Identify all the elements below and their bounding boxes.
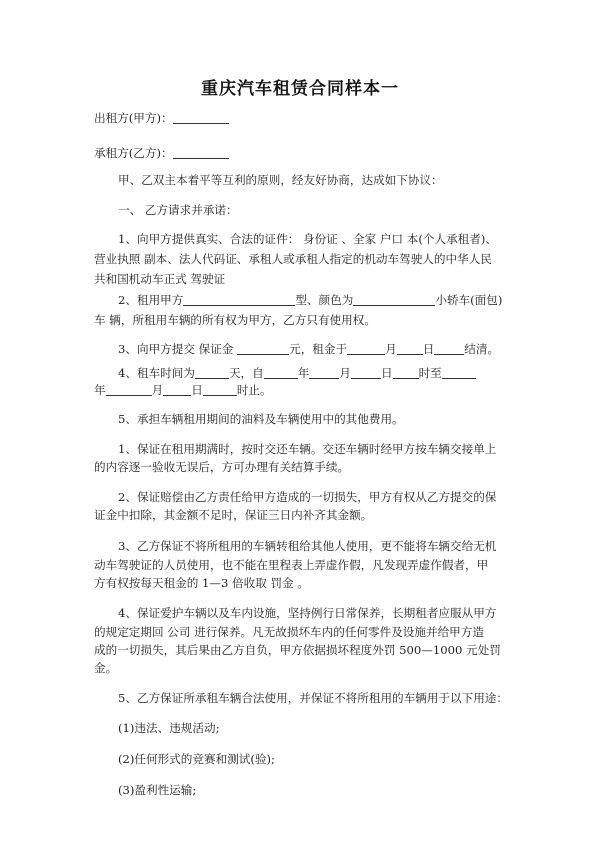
guarantee-2-line-2: 证金中扣除，其金额不足时，保证三日内补齐其金额。 <box>94 508 373 522</box>
start-month-blank <box>309 366 339 379</box>
end-month-blank <box>163 383 191 396</box>
settle-blank <box>434 342 464 355</box>
days-blank <box>195 366 229 379</box>
intro-text: 甲、乙双主本着平等互利的原则，经友好协商，达成如下协议： <box>118 173 443 187</box>
clause-4-line-1: 4、租车时间为 天，自 年 月 日 时至 <box>118 363 548 383</box>
guarantee-4-line-4: 金。 <box>94 661 118 675</box>
clause-2-line-2: 车 辆，所租用车辆的所有权为甲方，乙方只有使用权。 <box>94 313 376 327</box>
lessor-label: 出租方(甲方)： <box>94 111 173 125</box>
lessee-label: 承租方(乙方)： <box>94 146 173 160</box>
start-hour-blank <box>393 366 419 379</box>
guarantee-4-line-1: 4、保证爱护车辆以及车内设施，坚持例行日常保养，长期租者应服从甲方 <box>118 606 497 620</box>
guarantee-1-line-2: 的内容逐一验收无误后，方可办理有关结算手续。 <box>94 460 350 474</box>
clause-2-line-1: 2、租用甲方 型、颜色为 小轿车(面包) <box>118 293 503 307</box>
usage-item-2: (2)任何形式的竞赛和测试(验); <box>118 752 275 766</box>
deposit-blank <box>237 342 289 355</box>
lessee-blank <box>173 146 229 159</box>
start-year-blank <box>264 366 298 379</box>
document-title: 重庆汽车租赁合同样本一 <box>201 79 399 99</box>
lessor-line <box>94 108 524 128</box>
end-day-blank <box>203 383 237 396</box>
usage-item-3: (3)盈利性运输; <box>118 783 197 797</box>
start-day-blank <box>351 366 381 379</box>
clause-1-line-1: 1、向甲方提供真实、合法的证件： 身份证 、全家 户口 本(个人承租者)、 <box>118 232 497 246</box>
end-year-blank-a <box>442 366 476 379</box>
end-year-blank <box>106 383 152 396</box>
guarantee-2-line-1: 2、保证赔偿由乙方责任给甲方造成的一切损失，甲方有权从乙方提交的保 <box>118 490 497 504</box>
car-model-blank <box>183 293 295 306</box>
clause-1-line-2: 营业执照 副本、法人代码证、承租人或承租人指定的机动车驾驶人的中华人民 <box>94 252 492 266</box>
lessor-blank <box>173 111 229 124</box>
clause-4-line-2: 年 月 日 时止。 <box>94 383 272 397</box>
guarantee-4-line-3: 成的一切损失，其后果由乙方自负，甲方依据损坏程度外罚 500—1000 元处罚 <box>94 643 501 657</box>
guarantee-3-line-2: 动车驾驶证的人员使用，也不能在里程表上弄虚作假，凡发现弄虚作假者，甲 <box>94 558 489 572</box>
guarantee-1-line-1: 1、保证在租用期满时，按时交还车辆。交还车辆时经甲方按车辆交接单上 <box>118 442 497 456</box>
guarantee-4-line-2: 的规定定期回 公司 进行保养。凡无故损坏车内的任何零件及设施并给甲方造 <box>94 625 484 639</box>
guarantee-5-line: 5、乙方保证所承租车辆合法使用，并保证不将所租用的车辆用于以下用途： <box>118 691 508 705</box>
rent-month-blank <box>347 342 385 355</box>
rent-day-blank <box>397 342 423 355</box>
car-color-blank <box>353 293 435 306</box>
clause-1-line-3: 共和国机动车正式 驾驶证 <box>94 272 226 286</box>
guarantee-3-line-3: 方有权按每天租金的 1—3 倍收取 罚金 。 <box>94 576 309 590</box>
clause-3-line: 3、向甲方提交 保证金 元，租金于 月 日 结清。 <box>118 342 500 356</box>
section-one-heading: 一、 乙方请求并承诺： <box>118 203 238 217</box>
usage-item-1: (1)违法、违规活动; <box>118 721 220 735</box>
clause-5-line: 5、承担车辆租用期间的油料及车辆使用中的其他费用。 <box>118 412 404 426</box>
lessee-line <box>94 143 524 163</box>
guarantee-3-line-1: 3、乙方保证不将所租用的车辆转租给其他人使用，更不能将车辆交给无机 <box>118 539 497 553</box>
